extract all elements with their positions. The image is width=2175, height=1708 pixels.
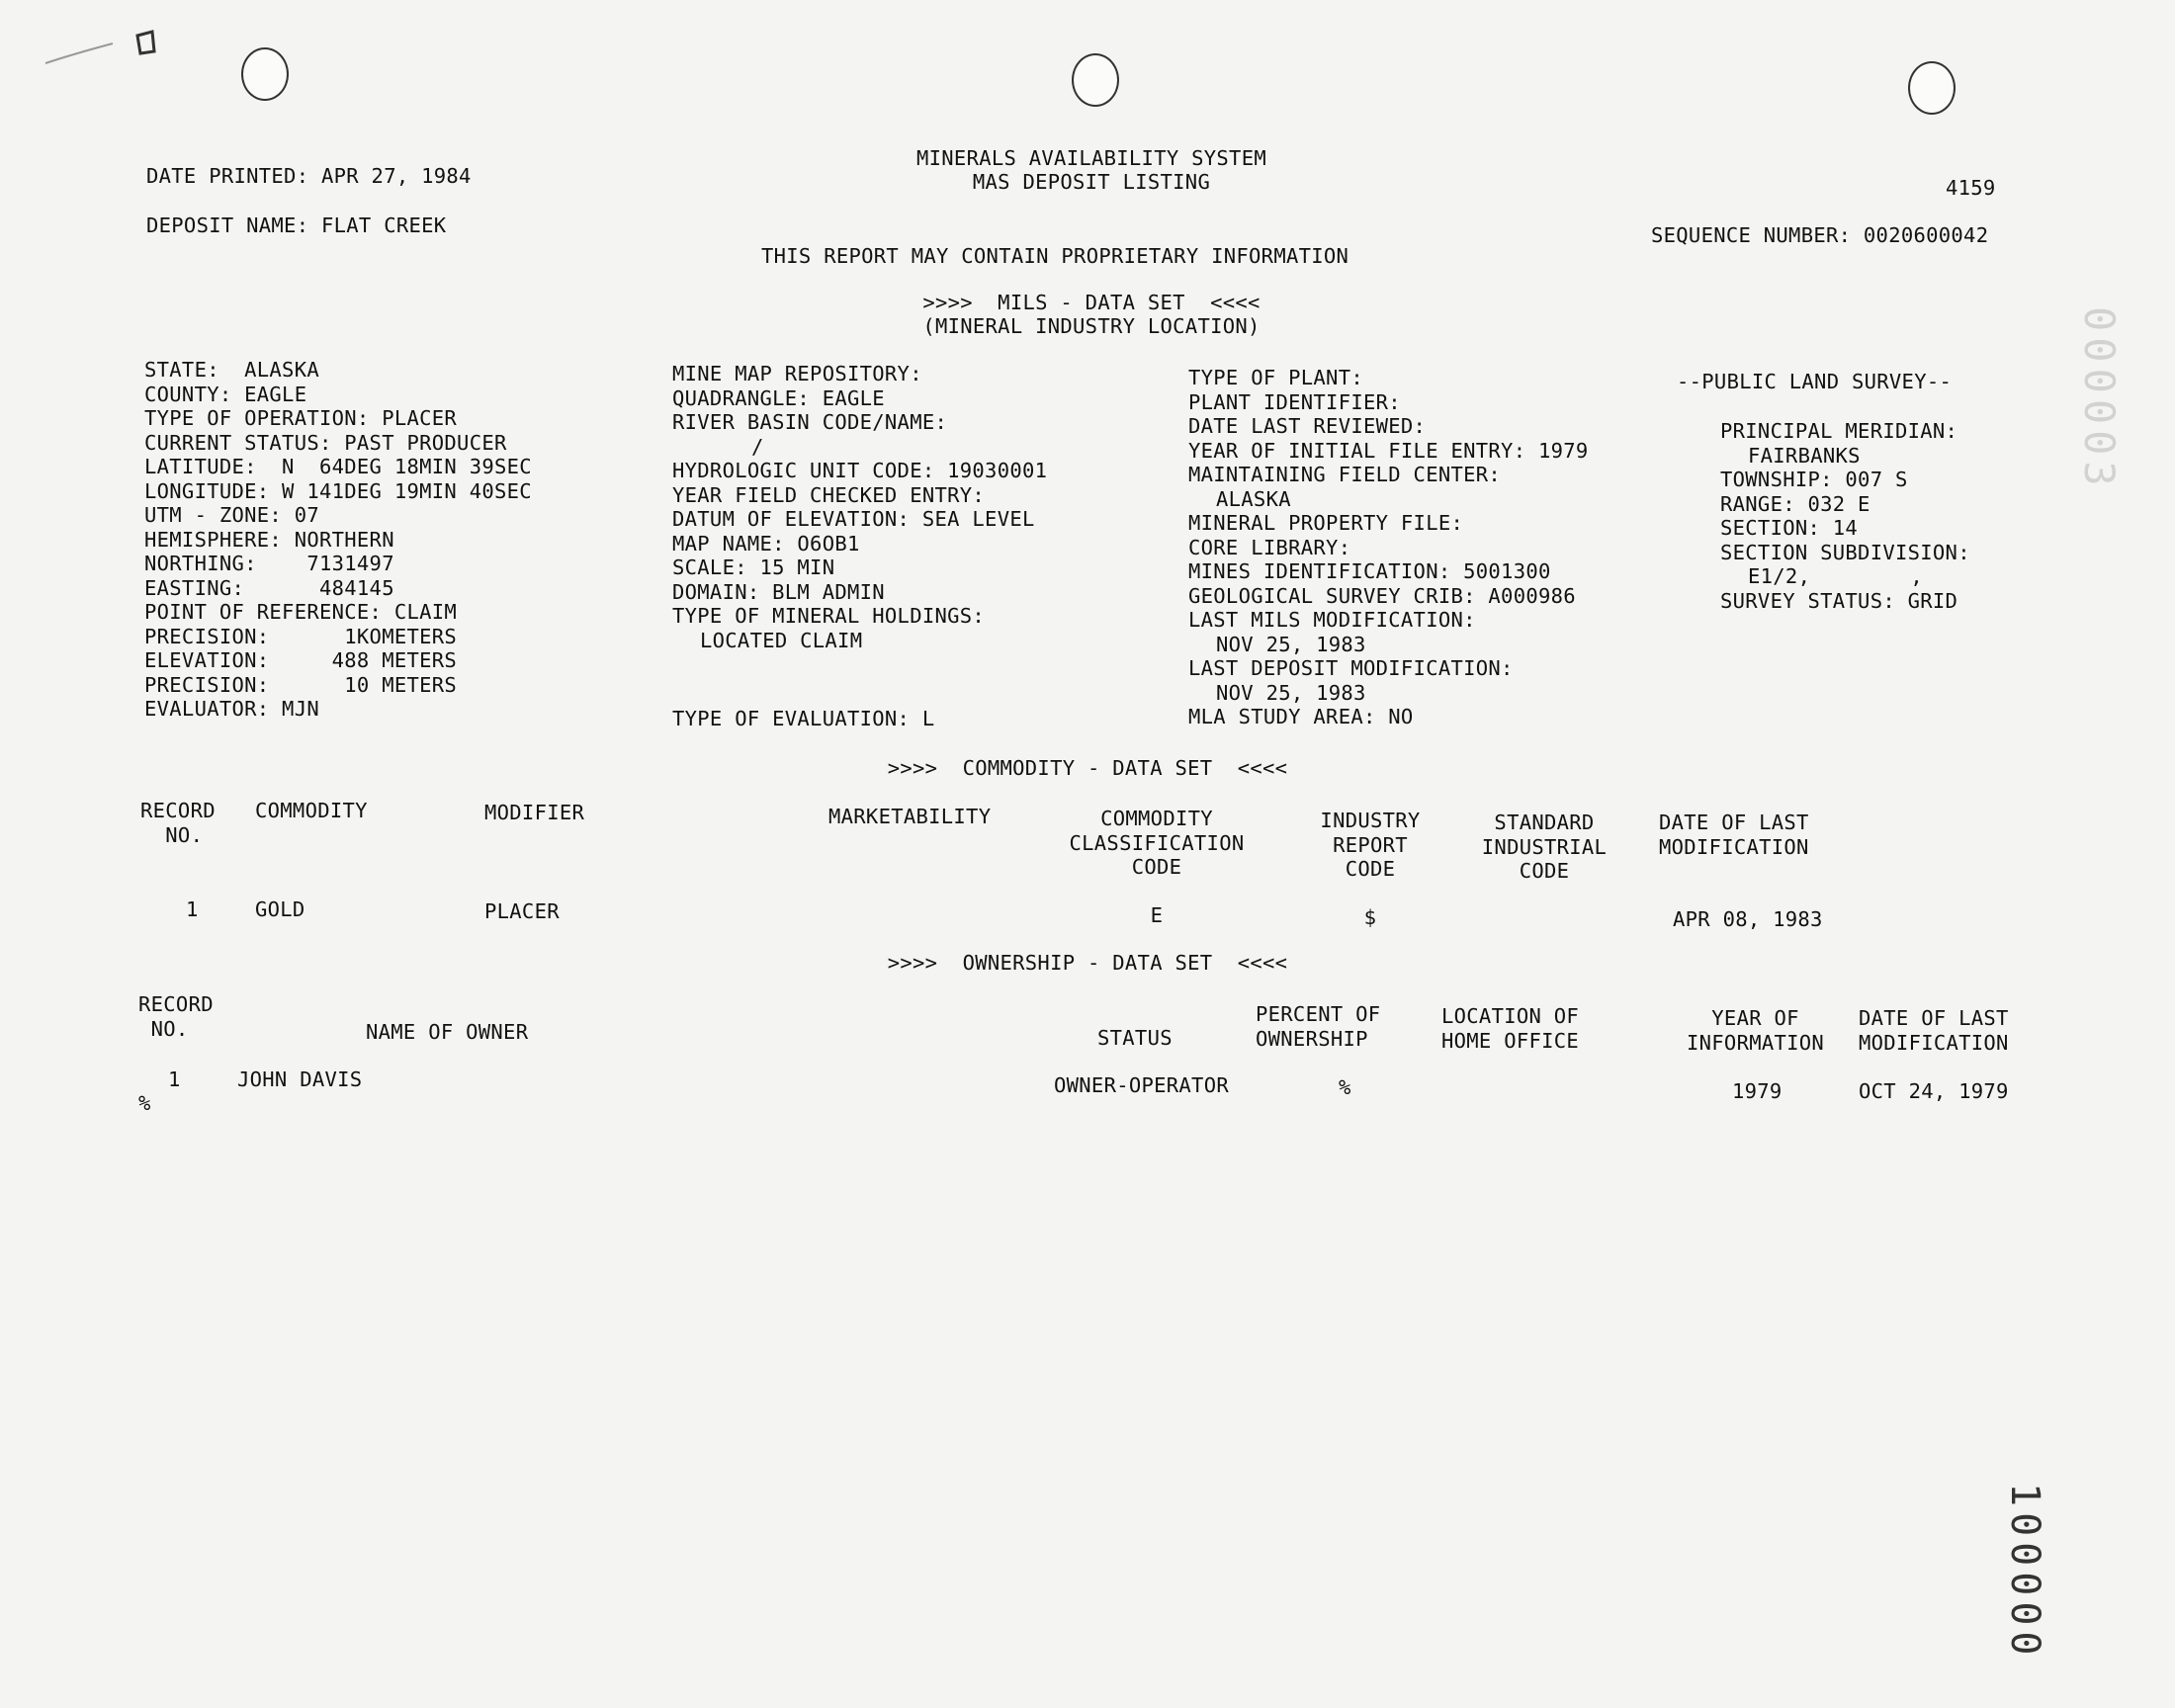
mils-subheading: (MINERAL INDUSTRY LOCATION) (922, 314, 1261, 338)
current-status-field: CURRENT STATUS: PAST PRODUCER (144, 430, 507, 455)
last-deposit-modification-field: LAST DEPOSIT MODIFICATION: (1188, 656, 1514, 680)
commodity-header-classification: COMMODITY CLASSIFICATION CODE (1069, 807, 1245, 879)
commodity-header-marketability: MARKETABILITY (828, 805, 992, 828)
ownership-header-last-mod: DATE OF LAST MODIFICATION (1859, 1006, 2009, 1055)
plant-identifier-field: PLANT IDENTIFIER: (1188, 389, 1401, 414)
date-last-reviewed-field: DATE LAST REVIEWED: (1188, 414, 1427, 438)
survey-crib-field: GEOLOGICAL SURVEY CRIB: A000986 (1188, 583, 1576, 608)
mines-identification-field: MINES IDENTIFICATION: 5001300 (1188, 559, 1551, 583)
quadrangle-field: QUADRANGLE: EAGLE (672, 385, 885, 410)
commodity-modifier: PLACER (484, 899, 560, 923)
mla-study-area-field: MLA STUDY AREA: NO (1188, 705, 1414, 728)
commodity-heading: >>>> COMMODITY - DATA SET <<<< (887, 756, 1288, 780)
listing-title: MAS DEPOSIT LISTING (972, 170, 1211, 194)
ownership-record-no: 1 (168, 1068, 181, 1091)
river-basin-value: / (751, 434, 764, 459)
easting-field: EASTING: 484145 (144, 575, 394, 600)
punch-hole (1908, 61, 1956, 115)
operation-type-field: TYPE OF OPERATION: PLACER (144, 406, 458, 430)
datum-of-elevation-field: DATUM OF ELEVATION: SEA LEVEL (672, 507, 1035, 531)
section-field: SECTION: 14 (1720, 516, 1859, 540)
page-number: 4159 (1946, 176, 1996, 200)
year-field-checked-field: YEAR FIELD CHECKED ENTRY: (672, 482, 986, 507)
commodity-name: GOLD (255, 897, 305, 921)
scale-field: SCALE: 15 MIN (672, 555, 835, 579)
county-field: COUNTY: EAGLE (144, 382, 307, 406)
commodity-last-mod: APR 08, 1983 (1673, 907, 1823, 931)
elevation-field: ELEVATION: 488 METERS (144, 648, 458, 672)
commodity-classification: E (1150, 903, 1164, 927)
principal-meridian-field: PRINCIPAL MERIDIAN: (1720, 419, 1958, 443)
field-center-field: MAINTAINING FIELD CENTER: (1188, 463, 1502, 486)
punch-hole (241, 47, 289, 101)
punch-hole (1072, 53, 1119, 107)
range-field: RANGE: 032 E (1720, 491, 1870, 516)
utm-zone-field: UTM - ZONE: 07 (144, 503, 319, 527)
date-printed: DATE PRINTED: APR 27, 1984 (146, 164, 472, 188)
evaluator-field: EVALUATOR: MJN (144, 697, 319, 721)
map-name-field: MAP NAME: O6OB1 (672, 531, 860, 555)
ownership-header-percent: PERCENT OF OWNERSHIP (1256, 1002, 1381, 1051)
section-subdivision-value: E1/2, , (1748, 564, 1923, 588)
latitude-field: LATITUDE: N 64DEG 18MIN 39SEC (144, 455, 532, 478)
mineral-holdings-value: LOCATED CLAIM (700, 628, 863, 652)
core-library-field: CORE LIBRARY: (1188, 535, 1351, 559)
principal-meridian-value: FAIRBANKS (1748, 443, 1861, 468)
map-column (672, 362, 1047, 652)
township-field: TOWNSHIP: 007 S (1720, 468, 1908, 491)
ownership-heading: >>>> OWNERSHIP - DATA SET <<<< (887, 951, 1288, 975)
commodity-header-commodity: COMMODITY (255, 799, 368, 822)
initial-file-entry-field: YEAR OF INITIAL FILE ENTRY: 1979 (1188, 438, 1589, 463)
precision-field: PRECISION: 1KOMETERS (144, 624, 458, 648)
proprietary-notice: THIS REPORT MAY CONTAIN PROPRIETARY INFORMATION (761, 244, 1349, 268)
longitude-field: LONGITUDE: W 141DEG 19MIN 40SEC (144, 478, 532, 503)
last-mils-modification-field: LAST MILS MODIFICATION: (1188, 608, 1476, 632)
section-subdivision-field: SECTION SUBDIVISION: (1720, 540, 1970, 564)
pencil-mark-icon (44, 22, 162, 81)
domain-field: DOMAIN: BLM ADMIN (672, 579, 885, 604)
mine-map-repository-field: MINE MAP REPOSITORY: (672, 362, 922, 385)
land-survey-heading: --PUBLIC LAND SURVEY-- (1677, 370, 1953, 393)
commodity-header-last-mod: DATE OF LAST MODIFICATION (1659, 811, 1809, 859)
mineral-holdings-field: TYPE OF MINERAL HOLDINGS: (672, 604, 986, 628)
state-field: STATE: ALASKA (144, 358, 319, 382)
last-mils-modification-value: NOV 25, 1983 (1216, 632, 1366, 656)
elevation-precision-field: PRECISION: 10 METERS (144, 672, 458, 697)
margin-stamp: 100000 (2002, 1483, 2047, 1662)
owner-year: 1979 (1732, 1079, 1783, 1103)
point-of-reference-field: POINT OF REFERENCE: CLAIM (144, 600, 458, 624)
ownership-header-year: YEAR OF INFORMATION (1687, 1006, 1825, 1055)
ownership-header-status: STATUS (1097, 1026, 1173, 1050)
commodity-record-no: 1 (186, 897, 199, 921)
owner-name: JOHN DAVIS (237, 1068, 363, 1091)
commodity-header-modifier: MODIFIER (484, 801, 585, 824)
type-of-plant-field: TYPE OF PLANT: (1188, 366, 1363, 389)
last-deposit-modification-value: NOV 25, 1983 (1216, 680, 1366, 705)
mils-heading: >>>> MILS - DATA SET <<<< (922, 291, 1261, 314)
field-center-value: ALASKA (1216, 486, 1291, 511)
commodity-header-record-no: RECORD NO. (140, 799, 216, 847)
faint-margin-stamp: 000003 (2075, 306, 2124, 492)
mineral-property-file-field: MINERAL PROPERTY FILE: (1188, 511, 1464, 535)
system-title: MINERALS AVAILABILITY SYSTEM (916, 146, 1266, 170)
owner-status: OWNER-OPERATOR (1054, 1073, 1229, 1097)
commodity-header-sic: STANDARD INDUSTRIAL CODE (1481, 811, 1608, 883)
ownership-header-record-no: RECORD NO. (138, 992, 214, 1041)
commodity-industry-code: $ (1363, 905, 1377, 929)
ownership-header-owner: NAME OF OWNER (366, 1020, 529, 1044)
commodity-header-industry: INDUSTRY REPORT CODE (1320, 809, 1421, 881)
owner-percent: % (1339, 1075, 1351, 1099)
plant-column (1188, 366, 1589, 729)
survey-status-field: SURVEY STATUS: GRID (1720, 588, 1958, 613)
sequence-number: SEQUENCE NUMBER: 0020600042 (1651, 223, 1989, 247)
land-survey-column (1720, 419, 1970, 613)
location-column (144, 358, 532, 722)
ownership-header-location: LOCATION OF HOME OFFICE (1441, 1004, 1580, 1053)
stray-percent-mark: % (138, 1091, 151, 1115)
river-basin-field: RIVER BASIN CODE/NAME: (672, 410, 948, 434)
northing-field: NORTHING: 7131497 (144, 552, 394, 575)
hydrologic-unit-field: HYDROLOGIC UNIT CODE: 19030001 (672, 459, 1048, 482)
owner-last-mod: OCT 24, 1979 (1859, 1079, 2009, 1103)
evaluation-type-field: TYPE OF EVALUATION: L (672, 707, 935, 730)
deposit-name: DEPOSIT NAME: FLAT CREEK (146, 214, 447, 237)
hemisphere-field: HEMISPHERE: NORTHERN (144, 527, 394, 552)
